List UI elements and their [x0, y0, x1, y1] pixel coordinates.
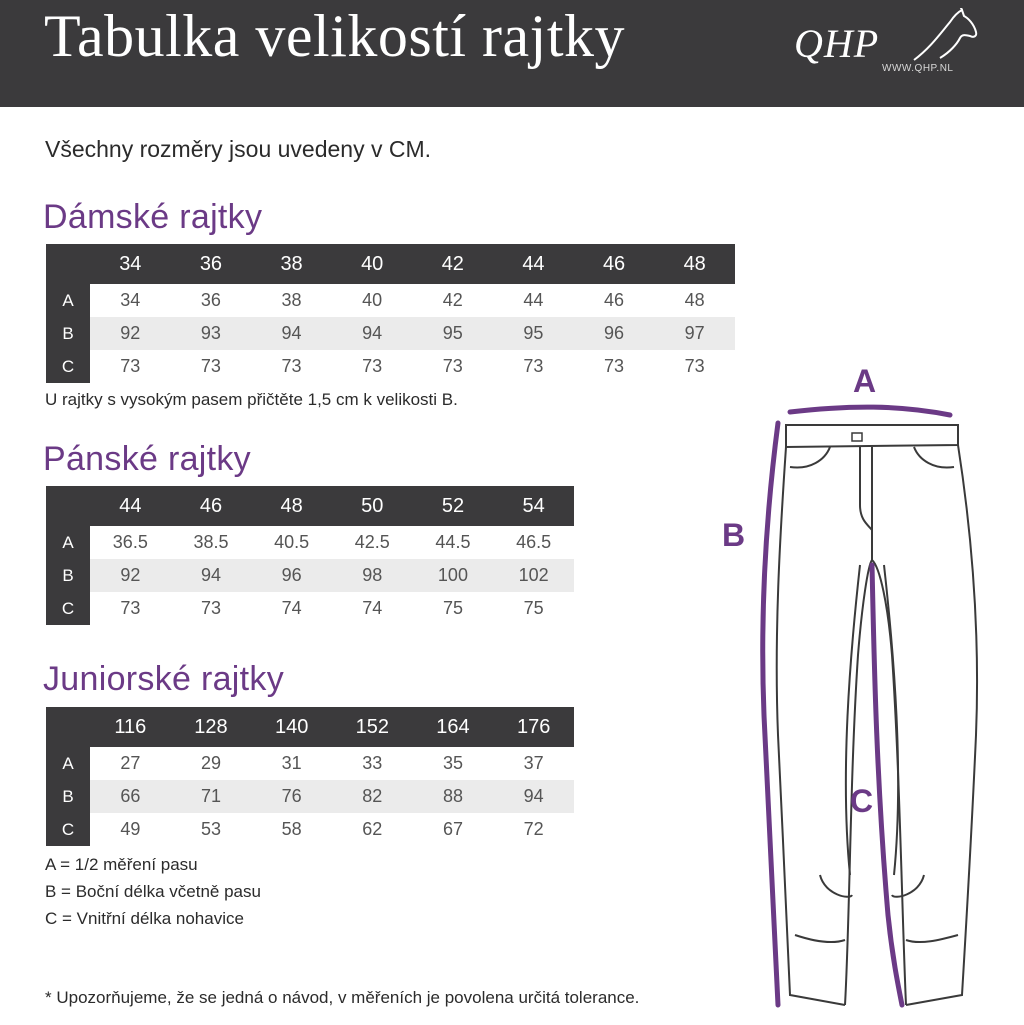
- table-row: [46, 813, 574, 846]
- table-row: [46, 780, 574, 813]
- size-header: 46: [171, 486, 252, 526]
- table-corner: [46, 244, 90, 284]
- size-header: 46: [574, 244, 655, 284]
- section-title-junior: Juniorské rajtky: [43, 660, 284, 698]
- table-cell: 74: [281, 598, 302, 618]
- legend-item-c: C = Vnitřní délka nohavice: [45, 909, 244, 928]
- table-cell: 31: [281, 753, 302, 773]
- table-header-row: [46, 486, 574, 526]
- table-cell: 92: [90, 559, 171, 592]
- table-row: [46, 559, 574, 592]
- row-label: C: [46, 592, 90, 625]
- table-cell: 42: [442, 290, 463, 310]
- table-cell: 72: [523, 819, 544, 839]
- horse-head-icon: [910, 8, 980, 68]
- table-cell: 34: [120, 290, 141, 310]
- row-label: B: [46, 559, 90, 592]
- label-c: C: [850, 783, 874, 819]
- label-b: B: [722, 517, 746, 553]
- table-cell: 74: [362, 598, 383, 618]
- row-label: B: [46, 780, 90, 813]
- table-cell: 37: [523, 753, 544, 773]
- table-cell: 75: [523, 598, 544, 618]
- row-label: A: [46, 284, 90, 317]
- size-header: 116: [90, 707, 171, 747]
- table-cell: 38: [281, 290, 302, 310]
- table-cell: 73: [442, 356, 463, 376]
- table-cell: 94: [171, 559, 252, 592]
- table-cell: 42.5: [354, 532, 390, 552]
- table-cell: 40: [362, 290, 383, 310]
- table-cell: 71: [171, 780, 252, 813]
- table-cell: 102: [493, 559, 574, 592]
- table-cell: 93: [171, 317, 252, 350]
- logo-url: WWW.QHP.NL: [882, 63, 954, 74]
- legend-item-b: B = Boční délka včetně pasu: [45, 882, 261, 901]
- table-cell: 73: [200, 598, 221, 618]
- legend-item-a: A = 1/2 měření pasu: [45, 855, 198, 874]
- size-header: 48: [654, 244, 735, 284]
- table-cell: 40.5: [274, 532, 310, 552]
- table-row: [46, 317, 735, 350]
- table-cell: 46.5: [516, 532, 552, 552]
- size-header: 34: [90, 244, 171, 284]
- intro-text: Všechny rozměry jsou uvedeny v CM.: [45, 136, 432, 162]
- size-header: 38: [251, 244, 332, 284]
- row-label: C: [46, 350, 90, 383]
- table-cell: 73: [523, 356, 544, 376]
- table-corner: [46, 707, 90, 747]
- table-cell: 67: [442, 819, 463, 839]
- table-cell: 58: [281, 819, 302, 839]
- section-title-women: Dámské rajtky: [43, 198, 263, 236]
- size-header: 44: [493, 244, 574, 284]
- size-header: 36: [171, 244, 252, 284]
- table-cell: 66: [90, 780, 171, 813]
- row-label: B: [46, 317, 90, 350]
- table-cell: 36.5: [112, 532, 148, 552]
- table-cell: 75: [442, 598, 463, 618]
- table-row: [46, 747, 574, 780]
- row-label: A: [46, 747, 90, 780]
- label-a: A: [853, 363, 877, 399]
- table-cell: 35: [442, 753, 463, 773]
- table-cell: 96: [251, 559, 332, 592]
- table-row: [46, 592, 574, 625]
- table-cell: 44: [523, 290, 544, 310]
- size-header: 140: [251, 707, 332, 747]
- table-cell: 98: [332, 559, 413, 592]
- table-cell: 73: [281, 356, 302, 376]
- table-cell: 95: [493, 317, 574, 350]
- size-header: 54: [493, 486, 574, 526]
- button-icon: [852, 433, 862, 441]
- breeches-illustration: [700, 355, 1024, 1025]
- logo-text: QHP: [794, 21, 880, 66]
- size-header: 40: [332, 244, 413, 284]
- table-cell: 49: [120, 819, 141, 839]
- measurement-legend: [45, 851, 261, 932]
- table-cell: 96: [574, 317, 655, 350]
- table-cell: 29: [200, 753, 221, 773]
- table-cell: 92: [90, 317, 171, 350]
- table-cell: 94: [332, 317, 413, 350]
- table-cell: 100: [413, 559, 494, 592]
- size-header: 48: [251, 486, 332, 526]
- size-header: 44: [90, 486, 171, 526]
- size-header: 42: [413, 244, 494, 284]
- qhp-logo: [790, 10, 980, 85]
- table-cell: 88: [413, 780, 494, 813]
- header-bar: [0, 0, 1024, 107]
- table-cell: 95: [413, 317, 494, 350]
- page-title: Tabulka velikostí rajtky: [44, 3, 626, 69]
- table-corner: [46, 486, 90, 526]
- table-row: [46, 526, 574, 559]
- footnote: * Upozorňujeme, že se jedná o návod, v měřeních je povolena určitá tolerance.: [45, 988, 640, 1007]
- section-title-men: Pánské rajtky: [43, 440, 251, 478]
- women-note: U rajtky s vysokým pasem přičtěte 1,5 cm k velikosti B.: [45, 390, 458, 409]
- size-header: 52: [413, 486, 494, 526]
- table-cell: 73: [120, 598, 141, 618]
- table-cell: 73: [604, 356, 625, 376]
- breeches-diagram: [700, 355, 1024, 1025]
- table-cell: 73: [200, 356, 221, 376]
- table-cell: 44.5: [435, 532, 471, 552]
- table-cell: 38.5: [193, 532, 229, 552]
- table-cell: 48: [684, 290, 705, 310]
- table-cell: 73: [120, 356, 141, 376]
- size-table-women: [46, 244, 735, 383]
- table-cell: 82: [332, 780, 413, 813]
- table-cell: 97: [654, 317, 735, 350]
- table-row: [46, 284, 735, 317]
- table-cell: 46: [604, 290, 625, 310]
- table-cell: 73: [684, 356, 705, 376]
- size-header: 176: [493, 707, 574, 747]
- table-cell: 62: [362, 819, 383, 839]
- measure-line-b: [763, 423, 778, 1005]
- table-cell: 53: [200, 819, 221, 839]
- size-header: 164: [413, 707, 494, 747]
- table-header-row: [46, 707, 574, 747]
- table-cell: 33: [362, 753, 383, 773]
- size-header: 50: [332, 486, 413, 526]
- table-cell: 94: [493, 780, 574, 813]
- measure-line-a: [790, 407, 950, 415]
- table-header-row: [46, 244, 735, 284]
- size-table-junior: [46, 707, 574, 846]
- table-cell: 27: [120, 753, 141, 773]
- row-label: C: [46, 813, 90, 846]
- table-row: [46, 350, 735, 383]
- table-cell: 94: [251, 317, 332, 350]
- size-table-men: [46, 486, 574, 625]
- row-label: A: [46, 526, 90, 559]
- size-header: 128: [171, 707, 252, 747]
- table-cell: 73: [362, 356, 383, 376]
- size-header: 152: [332, 707, 413, 747]
- table-cell: 76: [251, 780, 332, 813]
- table-cell: 36: [200, 290, 221, 310]
